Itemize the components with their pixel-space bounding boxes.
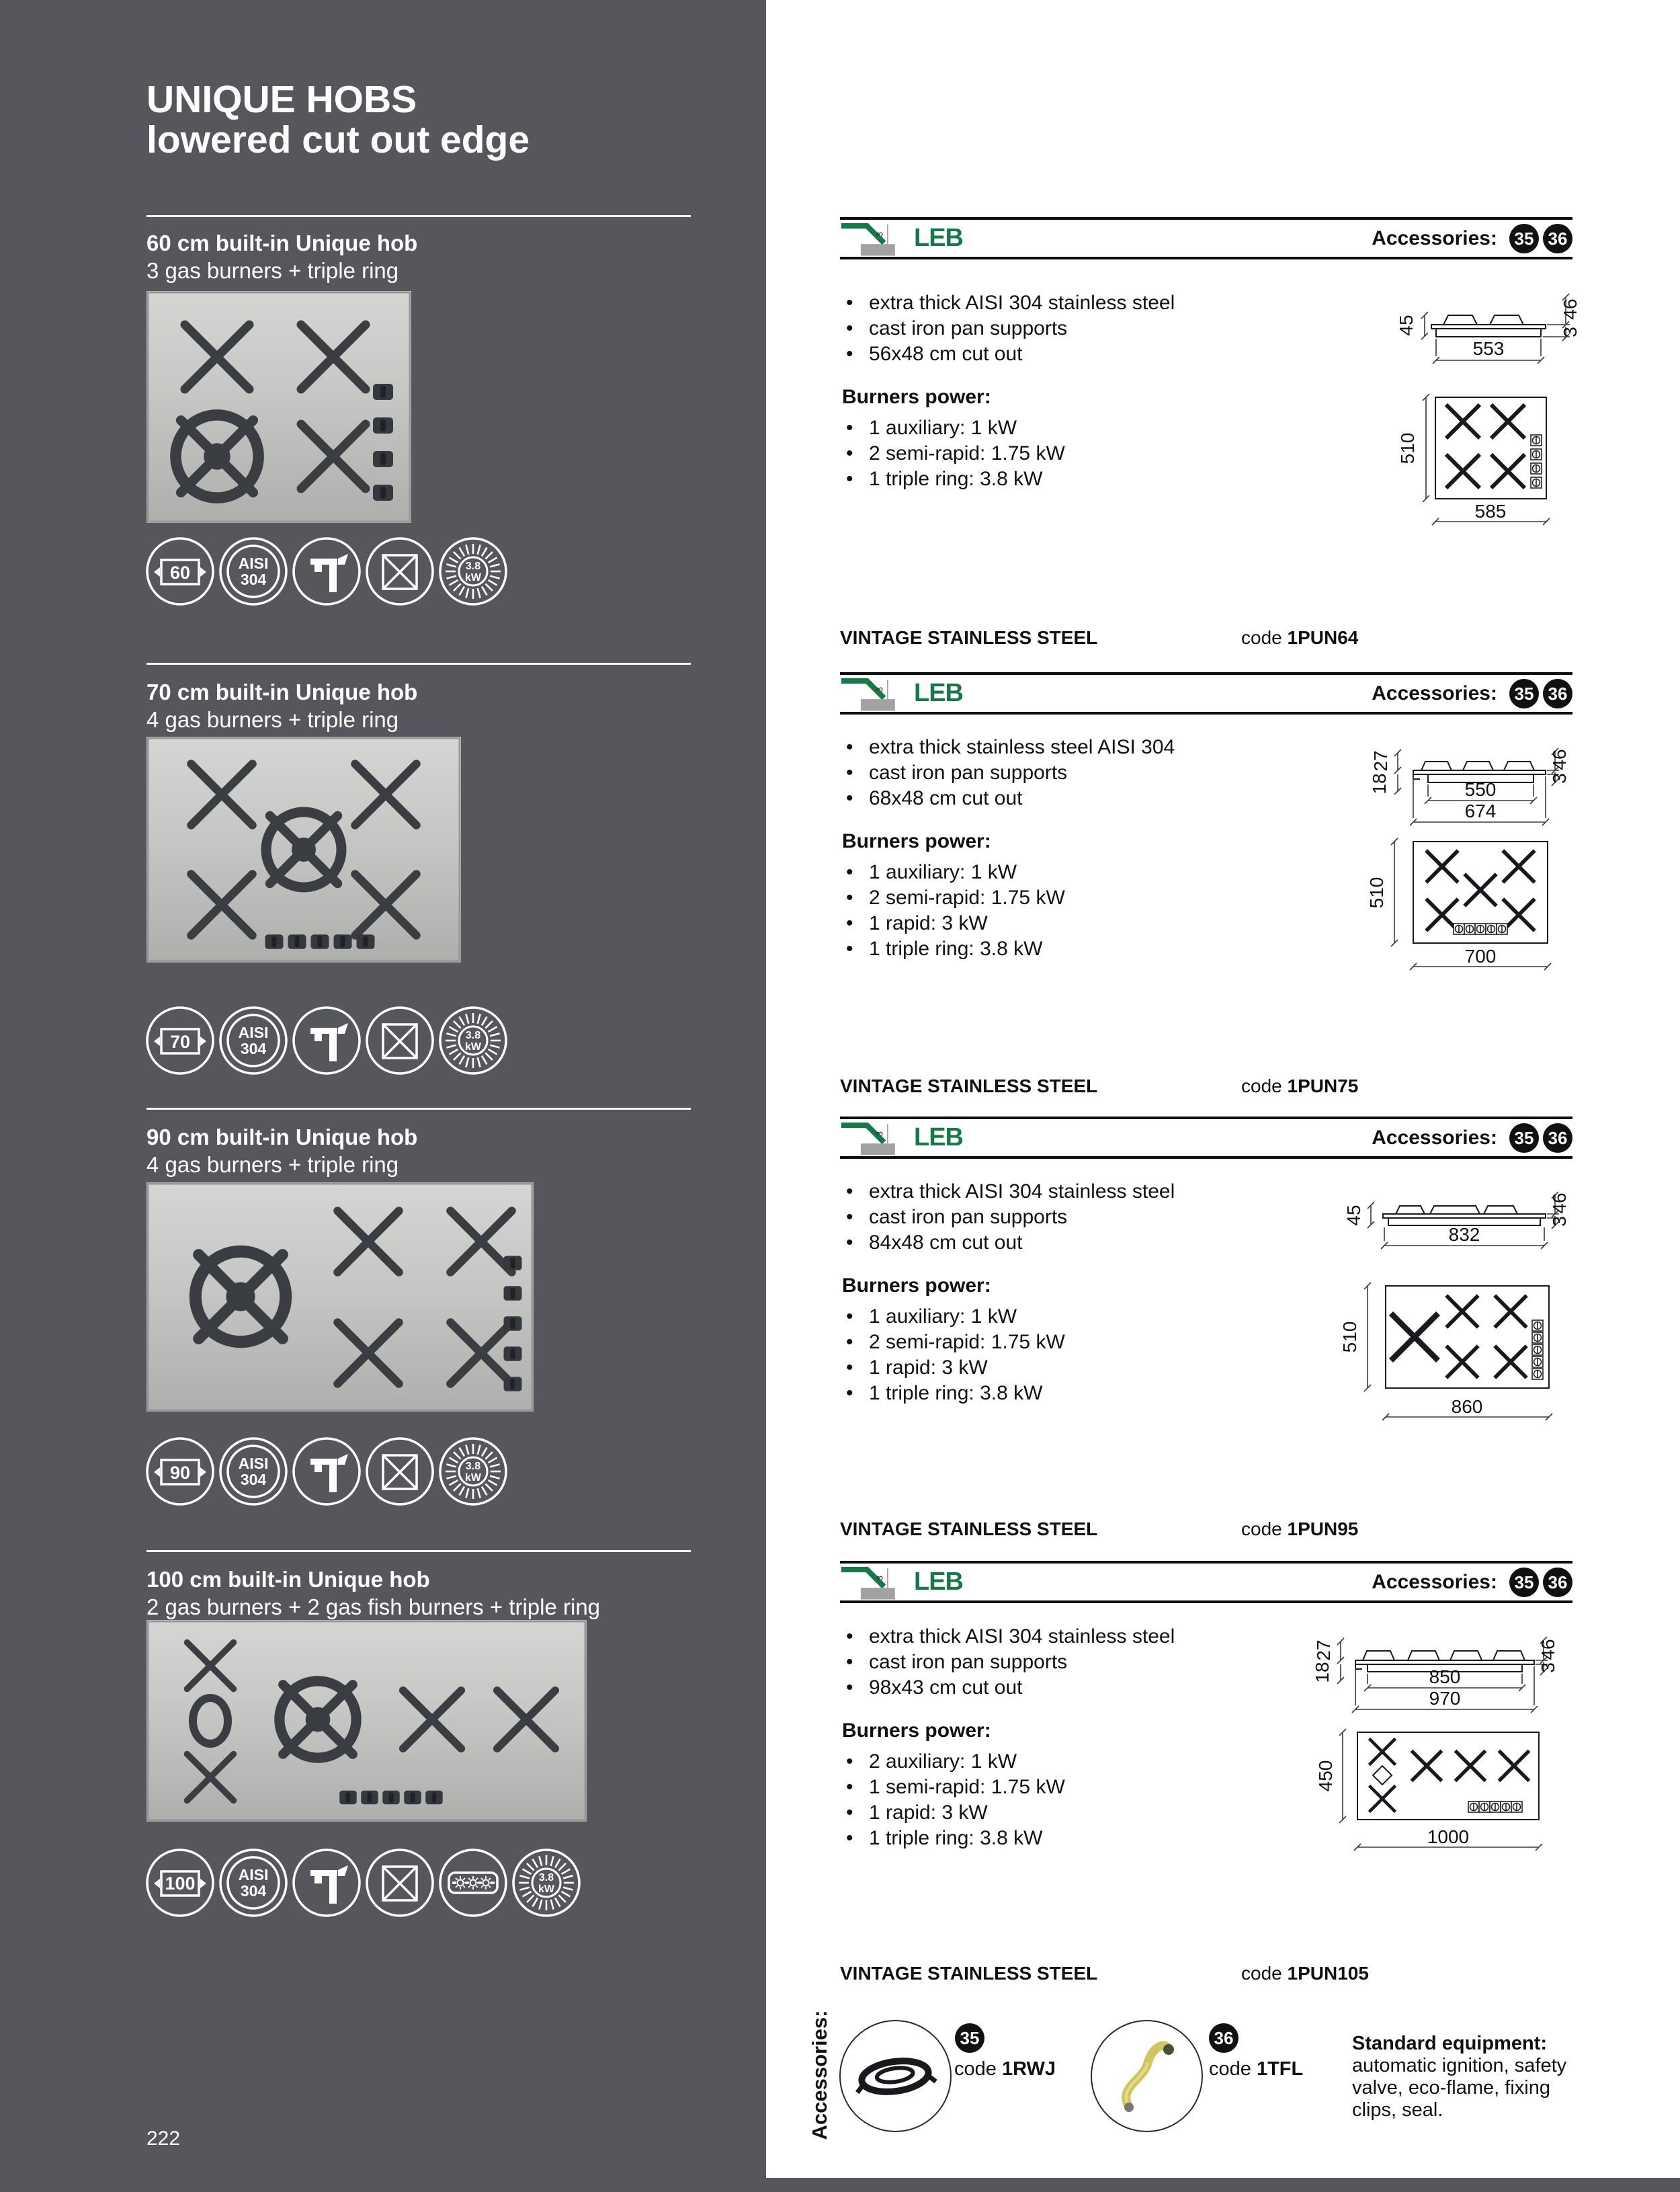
accessories-ref: Accessories: 35 36: [1372, 1123, 1572, 1153]
width-90-icon: [145, 1436, 215, 1506]
burner-item: • 1 auxiliary: 1 kW: [842, 415, 1312, 441]
svg-text:832: 832: [1448, 1224, 1480, 1245]
feature-item: • cast iron pan supports: [842, 316, 1312, 341]
feature-icons-row-70: [145, 1006, 511, 1075]
pan-support-icon: [365, 1006, 435, 1075]
burner-item: • 2 semi-rapid: 1.75 kW: [842, 441, 1312, 466]
svg-text:45: 45: [1343, 1205, 1364, 1226]
lowered-edge-profile-icon: [840, 675, 907, 713]
section-heading-90: 90 cm built-in Unique hob: [146, 1125, 418, 1149]
accessory-badge-35: 35: [1509, 679, 1539, 708]
burner-item: • 1 auxiliary: 1 kW: [842, 1304, 1312, 1330]
svg-text:kW: kW: [538, 1883, 554, 1895]
section-heading-60: 60 cm built-in Unique hob: [146, 231, 418, 255]
svg-text:kW: kW: [465, 1472, 481, 1484]
pan-support-icon: [365, 1436, 435, 1506]
burners-power-title: Burners power:: [842, 830, 991, 852]
feature-icons-row-60: [145, 536, 511, 606]
accessory-photo-wok-ring: [839, 2020, 952, 2132]
product-specs-60: [842, 290, 1312, 492]
finish-name: VINTAGE STAINLESS STEEL: [840, 1518, 1098, 1539]
svg-text:860: 860: [1451, 1396, 1483, 1417]
brand-logo: [840, 220, 963, 257]
brand-name: LEB: [914, 679, 963, 707]
standard-equipment-title: Standard equipment:: [1352, 2033, 1548, 2054]
page-title-line2: lowered cut out edge: [146, 118, 530, 161]
brand-logo: [840, 675, 963, 713]
svg-text:AISI: AISI: [238, 555, 269, 572]
svg-text:3.8: 3.8: [465, 561, 481, 572]
feature-item: • extra thick AISI 304 stainless steel: [842, 290, 1312, 316]
caliper-icon: [292, 536, 362, 606]
burners-power-title: Burners power:: [842, 386, 991, 408]
svg-text:kW: kW: [465, 1041, 481, 1053]
feature-icons-row-90: [145, 1436, 511, 1506]
accessory-badge-36: 36: [1543, 1568, 1572, 1597]
burner-item: • 1 rapid: 3 kW: [842, 911, 1312, 936]
svg-text:46: 46: [1549, 1192, 1570, 1214]
product-photo-70: [146, 737, 461, 963]
svg-text:AISI: AISI: [238, 1455, 269, 1472]
accessory-badge-35: 35: [955, 2023, 984, 2053]
svg-text:304: 304: [240, 571, 267, 588]
brand-name: LEB: [914, 224, 963, 252]
feature-item: • extra thick stainless steel AISI 304: [842, 735, 1312, 760]
product-header-60: [840, 217, 1572, 259]
burners-power-title: Burners power:: [842, 1274, 991, 1297]
feature-list: [842, 290, 1312, 367]
power-3.8kw-icon: [438, 536, 508, 606]
svg-text:510: 510: [1397, 432, 1418, 464]
svg-text:46: 46: [1560, 298, 1581, 320]
finish-code-line-60: [840, 626, 1572, 649]
accessories-vertical-label: Accessories:: [808, 2010, 831, 2140]
product-specs-70: [842, 735, 1312, 962]
svg-text:90: 90: [169, 1463, 191, 1483]
feature-item: • extra thick AISI 304 stainless steel: [842, 1624, 1312, 1650]
svg-text:3: 3: [874, 1575, 885, 1580]
finish-name: VINTAGE STAINLESS STEEL: [840, 1075, 1098, 1096]
product-code: code 1PUN75: [1241, 1075, 1359, 1096]
finish-name: VINTAGE STAINLESS STEEL: [840, 627, 1098, 648]
burner-list: [842, 415, 1312, 492]
aisi-304-icon: [218, 1848, 288, 1918]
svg-text:3: 3: [1538, 1662, 1558, 1673]
feature-list: [842, 735, 1312, 811]
product-code: code 1PUN105: [1241, 1963, 1369, 1984]
feature-item: • 84x48 cm cut out: [842, 1230, 1312, 1256]
svg-text:3.8: 3.8: [538, 1872, 554, 1883]
lowered-edge-profile-icon: [840, 1119, 907, 1157]
burner-item: • 2 semi-rapid: 1.75 kW: [842, 1330, 1312, 1355]
svg-text:46: 46: [1538, 1639, 1558, 1660]
svg-text:3: 3: [1549, 1216, 1570, 1227]
feature-list: [842, 1624, 1312, 1701]
section-subheading-70: 4 gas burners + triple ring: [146, 707, 399, 732]
feature-item: • cast iron pan supports: [842, 1650, 1312, 1675]
feature-item: • cast iron pan supports: [842, 760, 1312, 786]
section-divider: [146, 215, 691, 217]
caliper-icon: [292, 1436, 362, 1506]
product-header-100: [840, 1561, 1572, 1603]
svg-text:700: 700: [1464, 946, 1497, 967]
finish-code-line-100: [840, 1962, 1572, 1985]
svg-text:970: 970: [1429, 1688, 1461, 1709]
feature-item: • cast iron pan supports: [842, 1205, 1312, 1230]
svg-text:550: 550: [1464, 779, 1497, 800]
feature-list: [842, 1179, 1312, 1256]
burner-item: • 1 triple ring: 3.8 kW: [842, 466, 1312, 492]
svg-text:27: 27: [1313, 1639, 1334, 1661]
accessory-badge-36: 36: [1543, 224, 1572, 253]
width-70-icon: [145, 1006, 215, 1075]
feature-item: • extra thick AISI 304 stainless steel: [842, 1179, 1312, 1205]
burner-item: • 1 auxiliary: 1 kW: [842, 860, 1312, 885]
pan-support-icon: [365, 536, 435, 606]
svg-text:3: 3: [874, 686, 885, 692]
gas-hose-image: [1092, 2021, 1202, 2131]
svg-text:70: 70: [169, 1032, 191, 1052]
svg-text:585: 585: [1474, 501, 1507, 522]
power-3.8kw-icon: [438, 1436, 508, 1506]
svg-text:18: 18: [1369, 773, 1390, 795]
product-photo-100: [146, 1620, 587, 1822]
section-divider: [146, 663, 691, 665]
accessory-badge-36: 36: [1543, 1123, 1572, 1153]
svg-text:100: 100: [165, 1873, 196, 1894]
product-header-90: [840, 1117, 1572, 1159]
svg-text:304: 304: [240, 1040, 267, 1057]
burner-item: • 1 triple ring: 3.8 kW: [842, 1826, 1312, 1851]
caliper-icon: [292, 1848, 362, 1918]
section-divider: [146, 1108, 691, 1110]
burner-item: • 1 semi-rapid: 1.75 kW: [842, 1775, 1312, 1800]
svg-text:510: 510: [1366, 877, 1387, 909]
svg-text:3: 3: [874, 231, 885, 237]
burner-item: • 2 auxiliary: 1 kW: [842, 1749, 1312, 1775]
burner-item: • 1 triple ring: 3.8 kW: [842, 936, 1312, 962]
product-photo-90: [146, 1182, 534, 1412]
section-heading-70: 70 cm built-in Unique hob: [146, 680, 418, 704]
finish-code-line-70: [840, 1075, 1572, 1098]
section-heading-100: 100 cm built-in Unique hob: [146, 1567, 430, 1592]
burner-item: • 1 rapid: 3 kW: [842, 1800, 1312, 1826]
product-specs-100: [842, 1624, 1312, 1851]
lowered-edge-profile-icon: [840, 1564, 907, 1601]
burner-list: [842, 1749, 1312, 1851]
feature-item: • 98x43 cm cut out: [842, 1675, 1312, 1701]
finish-code-line-90: [840, 1518, 1572, 1541]
burners-power-title: Burners power:: [842, 1719, 991, 1742]
burner-item: • 2 semi-rapid: 1.75 kW: [842, 885, 1312, 911]
feature-icons-row-100: [145, 1848, 585, 1918]
standard-equipment: Standard equipment: automatic ignition, safety valve, eco-flame, fixing clips, seal.: [1352, 2033, 1648, 2121]
burner-item: • 1 triple ring: 3.8 kW: [842, 1381, 1312, 1406]
svg-text:3: 3: [874, 1131, 885, 1136]
accessory-code-35: code 1RWJ: [954, 2058, 1056, 2080]
width-100-icon: [145, 1848, 215, 1918]
svg-text:1000: 1000: [1427, 1826, 1470, 1847]
pan-support-icon: [365, 1848, 435, 1918]
tech-drawing-90: [1331, 1156, 1680, 1438]
tech-drawing-70: [1331, 713, 1680, 981]
accessories-ref: Accessories: 35 36: [1372, 679, 1572, 708]
product-header-70: [840, 672, 1572, 715]
svg-text:3.8: 3.8: [465, 1461, 481, 1472]
accessories-ref: Accessories: 35 36: [1372, 1568, 1572, 1597]
section-divider: [146, 1550, 691, 1552]
svg-text:510: 510: [1339, 1321, 1360, 1353]
product-code: code 1PUN64: [1241, 627, 1359, 648]
burner-item: • 1 rapid: 3 kW: [842, 1355, 1312, 1381]
brand-logo: [840, 1564, 963, 1601]
brand-name: LEB: [914, 1568, 963, 1596]
svg-text:674: 674: [1464, 801, 1497, 821]
section-subheading-60: 3 gas burners + triple ring: [146, 258, 399, 283]
power-3.8kw-icon: [511, 1848, 581, 1918]
svg-text:45: 45: [1396, 315, 1417, 336]
page-number: 222: [146, 2127, 181, 2150]
section-subheading-90: 4 gas burners + triple ring: [146, 1152, 399, 1177]
feature-item: • 56x48 cm cut out: [842, 341, 1312, 367]
accessory-code-36: code 1TFL: [1209, 2058, 1304, 2080]
svg-text:kW: kW: [465, 572, 481, 583]
accessory-badge-36: 36: [1209, 2023, 1238, 2053]
tech-drawing-60: [1364, 255, 1680, 538]
accessory-badge-35: 35: [1509, 1123, 1539, 1153]
svg-text:304: 304: [240, 1471, 267, 1488]
burner-list: [842, 1304, 1312, 1406]
svg-text:3.8: 3.8: [465, 1030, 481, 1041]
svg-text:AISI: AISI: [238, 1024, 269, 1041]
accessory-badge-36: 36: [1543, 679, 1572, 708]
product-specs-90: [842, 1179, 1312, 1406]
accessories-ref: Accessories: 35 36: [1372, 224, 1572, 253]
accessory-badge-35: 35: [1509, 224, 1539, 253]
aisi-304-icon: [218, 1436, 288, 1506]
finish-name: VINTAGE STAINLESS STEEL: [840, 1963, 1098, 1984]
brand-name: LEB: [914, 1123, 963, 1151]
feature-item: • 68x48 cm cut out: [842, 786, 1312, 811]
svg-text:3: 3: [1549, 773, 1570, 784]
svg-text:AISI: AISI: [238, 1866, 269, 1883]
svg-text:46: 46: [1549, 749, 1570, 770]
svg-text:3: 3: [1560, 327, 1581, 337]
aisi-304-icon: [218, 536, 288, 606]
wok-ring-image: [841, 2021, 950, 2131]
fish-burner-icon: [438, 1848, 508, 1918]
brand-logo: [840, 1119, 963, 1157]
page-title: [146, 79, 530, 160]
svg-text:553: 553: [1472, 338, 1505, 359]
svg-text:450: 450: [1315, 1760, 1336, 1792]
section-subheading-100: 2 gas burners + 2 gas fish burners + triple ring: [146, 1594, 601, 1619]
product-photo-60: [146, 291, 411, 523]
lowered-edge-profile-icon: [840, 220, 907, 257]
svg-text:60: 60: [169, 563, 191, 583]
svg-text:850: 850: [1429, 1666, 1461, 1687]
width-60-icon: [145, 536, 215, 606]
svg-text:304: 304: [240, 1882, 267, 1900]
bottom-dark-band: [766, 2178, 1680, 2192]
tech-drawing-100: [1310, 1600, 1680, 1882]
burner-list: [842, 860, 1312, 962]
svg-text:18: 18: [1312, 1662, 1333, 1683]
page-title-line1: UNIQUE HOBS: [146, 78, 417, 121]
product-code: code 1PUN95: [1241, 1518, 1359, 1539]
caliper-icon: [292, 1006, 362, 1075]
svg-text:27: 27: [1370, 750, 1391, 772]
power-3.8kw-icon: [438, 1006, 508, 1075]
accessory-photo-gas-hose: [1091, 2020, 1203, 2132]
accessory-badge-35: 35: [1509, 1568, 1539, 1597]
aisi-304-icon: [218, 1006, 288, 1075]
